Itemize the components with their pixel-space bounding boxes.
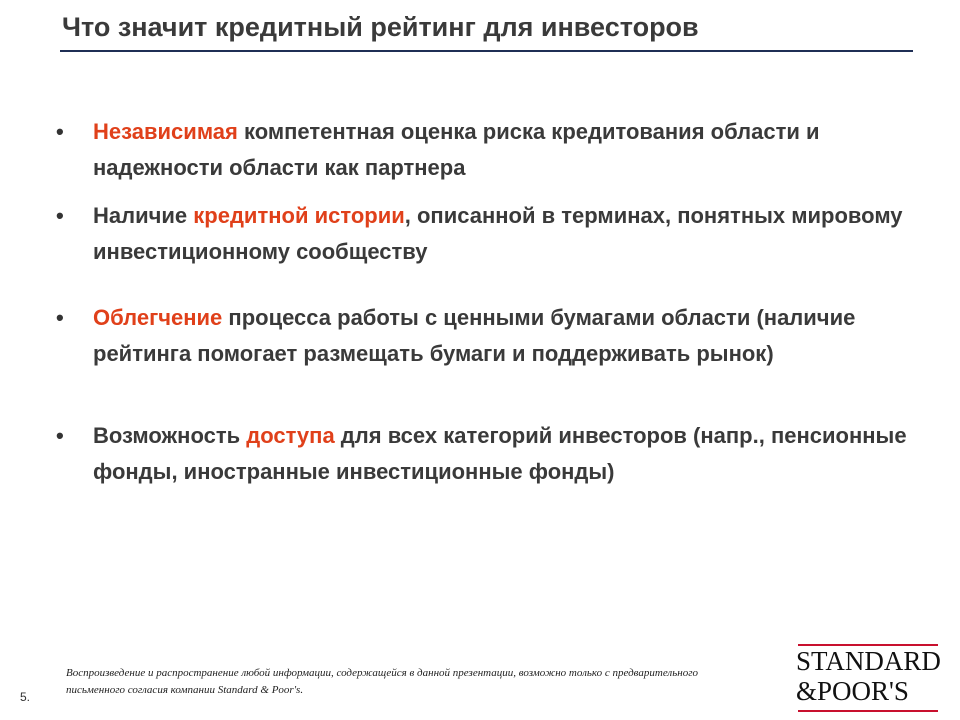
bullet-text [93, 300, 933, 372]
bullet-text [93, 198, 933, 270]
highlight-text: кредитной истории [193, 203, 405, 228]
page-number: 5. [20, 690, 31, 704]
highlight-text: доступа [246, 423, 335, 448]
logo-wordmark-line1: STANDARD [796, 646, 941, 676]
logo-wordmark-line2: &POOR'S [796, 676, 909, 706]
body-text: процесса работы с ценными бумагами области (наличие рейтинга помогает размещать бумаги и поддерживать рынок) [93, 305, 856, 366]
page-title: Что значит кредитный рейтинг для инвесторов [62, 12, 699, 42]
body-text: для всех категорий инвесторов (напр., пенсионные фонды, иностранные инвестиционные фонды) [93, 423, 907, 484]
copyright-notice: Воспроизведение и распространение любой информации, содержащейся в данной презентации, возможно только с предварительного письменного согласия компании Standard & Poor's. [66, 667, 698, 696]
highlight-text: Независимая [93, 119, 238, 144]
standard-and-poors-logo [770, 640, 945, 710]
body-text: , описанной в терминах, понятных мировому инвестиционному сообществу [93, 203, 903, 264]
bullet-marker: • [56, 423, 64, 448]
bullet-marker: • [56, 119, 64, 144]
bullet-marker: • [56, 305, 64, 330]
bullet-marker: • [56, 203, 64, 228]
body-text: Возможность [93, 423, 247, 448]
bullet-text [93, 418, 933, 490]
body-text: Наличие [93, 203, 194, 228]
logo-rule-bottom [798, 710, 938, 712]
highlight-text: Облегчение [93, 305, 223, 330]
bullet-text [93, 114, 933, 186]
body-text: компетентная оценка риска кредитования области и надежности области как партнера [93, 119, 820, 180]
